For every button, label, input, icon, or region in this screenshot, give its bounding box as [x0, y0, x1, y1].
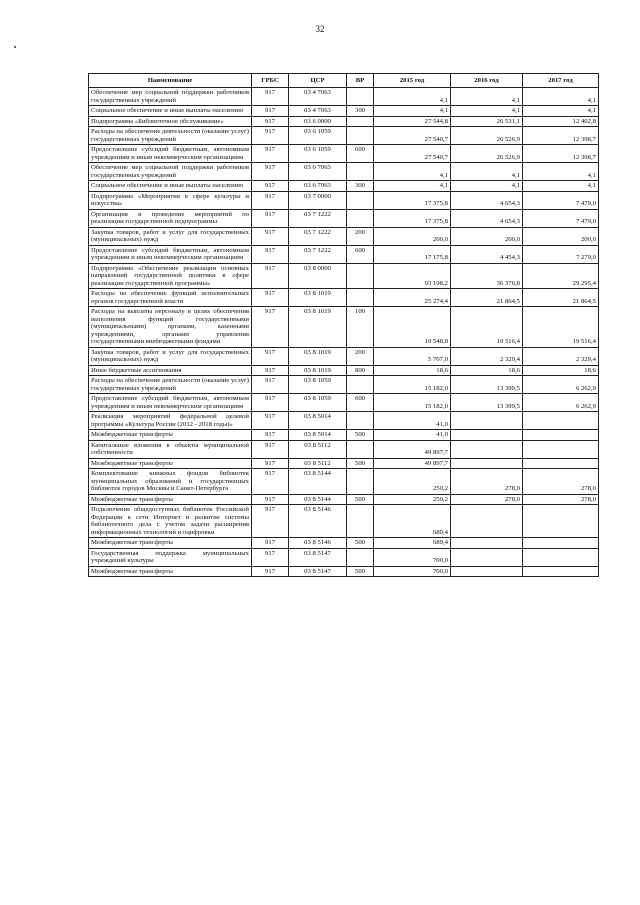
header-2015: 2015 год	[374, 74, 451, 88]
cell-grbs: 917	[252, 106, 289, 117]
cell-2017: 4,1	[523, 163, 599, 181]
cell-grbs: 917	[252, 209, 289, 227]
cell-csr: 03 6 0000	[289, 116, 347, 127]
cell-name: Расходы на выплаты персоналу в целях обеспечения выполнения функций государственными (муниципальными) органами, казенными учреждениями, органами управления государственными внебюджетными фондами	[89, 307, 252, 348]
cell-2016: 26 531,1	[451, 116, 523, 127]
cell-grbs: 917	[252, 412, 289, 430]
cell-csr: 03 8 5146	[289, 505, 347, 538]
cell-2015: 27 540,7	[374, 127, 451, 145]
cell-2016	[451, 440, 523, 458]
cell-2017: 4,1	[523, 181, 599, 192]
cell-grbs: 917	[252, 365, 289, 376]
cell-grbs: 917	[252, 127, 289, 145]
cell-2016	[451, 548, 523, 566]
cell-2015: 17 375,8	[374, 209, 451, 227]
table-row	[89, 469, 599, 495]
table-row	[89, 394, 599, 412]
cell-2016: 26 526,9	[451, 145, 523, 163]
table-row	[89, 347, 599, 365]
cell-grbs: 917	[252, 191, 289, 209]
cell-vr	[347, 469, 374, 495]
cell-2016: 18,6	[451, 365, 523, 376]
cell-grbs: 917	[252, 145, 289, 163]
cell-grbs: 917	[252, 440, 289, 458]
table-row	[89, 505, 599, 538]
cell-2016: 26 526,9	[451, 127, 523, 145]
table-row	[89, 245, 599, 263]
cell-csr: 03 6 7063	[289, 181, 347, 192]
cell-vr	[347, 412, 374, 430]
cell-name: Обеспечение мер социальной поддержки работников государственных учреждений	[89, 163, 252, 181]
cell-2017: 19 516,4	[523, 307, 599, 348]
cell-name: Межбюджетные трансферты	[89, 458, 252, 469]
cell-csr: 03 8 5146	[289, 538, 347, 549]
cell-name: Иные бюджетные ассигнования	[89, 365, 252, 376]
cell-csr: 03 8 5014	[289, 430, 347, 441]
cell-2015: 700,0	[374, 548, 451, 566]
cell-vr: 600	[347, 145, 374, 163]
cell-csr: 03 8 1019	[289, 347, 347, 365]
cell-vr	[347, 263, 374, 289]
cell-csr: 03 6 1059	[289, 145, 347, 163]
cell-csr: 03 7 0000	[289, 191, 347, 209]
scan-speck	[14, 46, 16, 48]
cell-2015: 689,4	[374, 538, 451, 549]
cell-2015: 4,1	[374, 88, 451, 106]
cell-2017	[523, 538, 599, 549]
cell-name: Расходы на обеспечение деятельности (оказание услуг) государственных учреждений	[89, 127, 252, 145]
cell-vr	[347, 116, 374, 127]
cell-2015: 689,4	[374, 505, 451, 538]
cell-vr	[347, 191, 374, 209]
cell-2015: 17 375,8	[374, 191, 451, 209]
cell-vr	[347, 289, 374, 307]
cell-2016: 13 399,5	[451, 376, 523, 394]
cell-name: Государственная поддержка муниципальных учреждений культуры	[89, 548, 252, 566]
cell-grbs: 917	[252, 227, 289, 245]
cell-grbs: 917	[252, 289, 289, 307]
table-row	[89, 548, 599, 566]
table-row	[89, 430, 599, 441]
table-row	[89, 458, 599, 469]
cell-2017: 2 329,4	[523, 347, 599, 365]
cell-name: Подпрограмма «Обеспечение реализации основных направлений государственной политики в сфере реализации государственной программы»	[89, 263, 252, 289]
cell-2016: 4 654,3	[451, 209, 523, 227]
cell-2016	[451, 430, 523, 441]
cell-2017	[523, 566, 599, 577]
cell-name: Предоставление субсидий бюджетным, автономным учреждениям и иным некоммерческим организациям	[89, 245, 252, 263]
table-row	[89, 163, 599, 181]
cell-grbs: 917	[252, 347, 289, 365]
cell-2016: 13 399,5	[451, 394, 523, 412]
table-row	[89, 127, 599, 145]
cell-csr: 03 8 1059	[289, 394, 347, 412]
cell-2017: 278,0	[523, 469, 599, 495]
cell-grbs: 917	[252, 181, 289, 192]
cell-2017	[523, 430, 599, 441]
cell-2015: 18,6	[374, 365, 451, 376]
table-row	[89, 376, 599, 394]
cell-vr	[347, 440, 374, 458]
cell-grbs: 917	[252, 376, 289, 394]
header-grbs: ГРБС	[252, 74, 289, 88]
cell-grbs: 917	[252, 538, 289, 549]
cell-vr: 300	[347, 106, 374, 117]
cell-vr	[347, 209, 374, 227]
cell-2016	[451, 566, 523, 577]
cell-grbs: 917	[252, 163, 289, 181]
table-row	[89, 145, 599, 163]
cell-vr: 600	[347, 394, 374, 412]
cell-csr: 03 8 5144	[289, 469, 347, 495]
cell-2017: 7 279,0	[523, 245, 599, 263]
cell-grbs: 917	[252, 263, 289, 289]
cell-vr: 500	[347, 494, 374, 505]
cell-2015: 27 540,7	[374, 145, 451, 163]
cell-2015: 700,0	[374, 566, 451, 577]
table-header-row	[89, 74, 599, 88]
cell-vr: 600	[347, 245, 374, 263]
header-name: Наименование	[89, 74, 252, 88]
table-row	[89, 227, 599, 245]
cell-2016: 278,0	[451, 469, 523, 495]
cell-2015: 17 175,8	[374, 245, 451, 263]
cell-2016: 4,1	[451, 163, 523, 181]
cell-csr: 03 8 5112	[289, 440, 347, 458]
cell-vr	[347, 127, 374, 145]
cell-name: Реализация мероприятий федеральной целевой программы «Культура России (2012 - 2018 годы)»	[89, 412, 252, 430]
cell-name: Обеспечение мер социальной поддержки работников государственных учреждений	[89, 88, 252, 106]
cell-2015: 41,0	[374, 430, 451, 441]
cell-name: Закупка товаров, работ и услуг для государственных (муниципальных) нужд	[89, 227, 252, 245]
cell-2017: 278,0	[523, 494, 599, 505]
table-row	[89, 263, 599, 289]
cell-vr	[347, 548, 374, 566]
cell-grbs: 917	[252, 88, 289, 106]
cell-csr: 03 4 7063	[289, 88, 347, 106]
cell-2016: 21 864,5	[451, 289, 523, 307]
cell-2017: 12 398,7	[523, 127, 599, 145]
cell-2017	[523, 440, 599, 458]
cell-csr: 03 8 1059	[289, 376, 347, 394]
cell-2016: 4 454,3	[451, 245, 523, 263]
cell-csr: 03 8 5147	[289, 566, 347, 577]
cell-2016: 4 654,3	[451, 191, 523, 209]
cell-csr: 03 8 5147	[289, 548, 347, 566]
cell-vr: 200	[347, 347, 374, 365]
cell-csr: 03 6 1059	[289, 127, 347, 145]
cell-grbs: 917	[252, 458, 289, 469]
cell-2015: 41,0	[374, 412, 451, 430]
cell-2017: 21 864,5	[523, 289, 599, 307]
cell-csr: 03 7 1222	[289, 227, 347, 245]
cell-2017	[523, 458, 599, 469]
cell-2016: 278,0	[451, 494, 523, 505]
budget-table	[88, 73, 599, 577]
cell-2015: 4,1	[374, 106, 451, 117]
cell-vr	[347, 163, 374, 181]
cell-2016	[451, 412, 523, 430]
cell-vr: 500	[347, 538, 374, 549]
cell-2017: 12 402,8	[523, 116, 599, 127]
cell-name: Закупка товаров, работ и услуг для государственных (муниципальных) нужд	[89, 347, 252, 365]
cell-vr: 200	[347, 227, 374, 245]
cell-2016: 2 329,4	[451, 347, 523, 365]
cell-2015: 4,1	[374, 163, 451, 181]
cell-2015: 15 182,0	[374, 376, 451, 394]
cell-vr	[347, 505, 374, 538]
table-row	[89, 412, 599, 430]
table-row	[89, 566, 599, 577]
cell-2017: 18,6	[523, 365, 599, 376]
cell-csr: 03 8 0000	[289, 263, 347, 289]
cell-2015: 25 274,4	[374, 289, 451, 307]
table-row	[89, 209, 599, 227]
cell-csr: 03 7 1222	[289, 245, 347, 263]
cell-2017	[523, 412, 599, 430]
header-2016: 2016 год	[451, 74, 523, 88]
cell-vr: 800	[347, 365, 374, 376]
cell-csr: 03 8 5014	[289, 412, 347, 430]
cell-2015: 49 897,7	[374, 440, 451, 458]
header-2017: 2017 год	[523, 74, 599, 88]
cell-csr: 03 4 7063	[289, 106, 347, 117]
cell-vr: 100	[347, 307, 374, 348]
cell-name: Межбюджетные трансферты	[89, 430, 252, 441]
cell-grbs: 917	[252, 307, 289, 348]
cell-csr: 03 8 1019	[289, 365, 347, 376]
cell-vr: 500	[347, 566, 374, 577]
cell-grbs: 917	[252, 430, 289, 441]
cell-name: Межбюджетные трансферты	[89, 494, 252, 505]
cell-2016: 4,1	[451, 106, 523, 117]
cell-name: Подключение общедоступных библиотек Российской Федерации к сети Интернет и развитие системы библиотечного дела с учетом задачи расширения информационных технологий и оцифровки	[89, 505, 252, 538]
cell-2015: 19 548,8	[374, 307, 451, 348]
table-row	[89, 88, 599, 106]
cell-csr: 03 8 1019	[289, 307, 347, 348]
cell-name: Капитальные вложения в объекты муниципальной собственности	[89, 440, 252, 458]
cell-2017: 4,1	[523, 88, 599, 106]
cell-vr: 300	[347, 181, 374, 192]
cell-2015: 4,1	[374, 181, 451, 192]
cell-2017: 12 398,7	[523, 145, 599, 163]
cell-2017: 6 262,9	[523, 394, 599, 412]
cell-2017: 7 479,0	[523, 191, 599, 209]
cell-name: Подпрограмма «Библиотечное обслуживание»	[89, 116, 252, 127]
table-row	[89, 307, 599, 348]
cell-2015: 250,2	[374, 494, 451, 505]
cell-name: Подпрограмма «Мероприятия в сфере культуры и искусства»	[89, 191, 252, 209]
cell-name: Расходы на обеспечение деятельности (оказание услуг) государственных учреждений	[89, 376, 252, 394]
cell-grbs: 917	[252, 469, 289, 495]
table-row	[89, 365, 599, 376]
cell-name: Расходы на обеспечение функций исполнительных органов государственной власти	[89, 289, 252, 307]
cell-2015: 5 707,0	[374, 347, 451, 365]
table-row	[89, 289, 599, 307]
cell-2017	[523, 548, 599, 566]
cell-2016	[451, 505, 523, 538]
table-row	[89, 106, 599, 117]
table-row	[89, 440, 599, 458]
cell-2017: 4,1	[523, 106, 599, 117]
cell-name: Предоставление субсидий бюджетным, автономным учреждениям и иным некоммерческим организациям	[89, 394, 252, 412]
cell-2016: 4,1	[451, 88, 523, 106]
cell-2015: 49 897,7	[374, 458, 451, 469]
cell-vr: 500	[347, 458, 374, 469]
cell-vr	[347, 88, 374, 106]
cell-name: Предоставление субсидий бюджетным, автономным учреждениям и иным некоммерческим организациям	[89, 145, 252, 163]
cell-csr: 03 6 7063	[289, 163, 347, 181]
cell-grbs: 917	[252, 505, 289, 538]
cell-2016	[451, 538, 523, 549]
cell-2016: 200,0	[451, 227, 523, 245]
header-csr: ЦСР	[289, 74, 347, 88]
cell-2016	[451, 458, 523, 469]
cell-csr: 03 8 5144	[289, 494, 347, 505]
cell-csr: 03 8 1019	[289, 289, 347, 307]
cell-grbs: 917	[252, 566, 289, 577]
cell-2017	[523, 505, 599, 538]
cell-grbs: 917	[252, 548, 289, 566]
cell-2017: 200,0	[523, 227, 599, 245]
cell-2017: 7 479,0	[523, 209, 599, 227]
cell-name: Социальное обеспечение и иные выплаты населению	[89, 181, 252, 192]
cell-2015: 250,2	[374, 469, 451, 495]
cell-2015: 200,0	[374, 227, 451, 245]
cell-name: Организация и проведение мероприятий по реализации государственной подпрограммы	[89, 209, 252, 227]
cell-2015: 27 544,8	[374, 116, 451, 127]
cell-2016: 36 376,8	[451, 263, 523, 289]
cell-grbs: 917	[252, 394, 289, 412]
cell-2016: 19 516,4	[451, 307, 523, 348]
cell-grbs: 917	[252, 116, 289, 127]
cell-2015: 15 182,0	[374, 394, 451, 412]
table-row	[89, 116, 599, 127]
cell-vr: 500	[347, 430, 374, 441]
cell-2017: 6 262,9	[523, 376, 599, 394]
table-row	[89, 538, 599, 549]
header-vr: ВР	[347, 74, 374, 88]
cell-grbs: 917	[252, 245, 289, 263]
cell-name: Комплектование книжных фондов библиотек муниципальных образований и государственных библиотек городов Москвы и Санкт-Петербурга	[89, 469, 252, 495]
cell-2016: 4,1	[451, 181, 523, 192]
cell-grbs: 917	[252, 494, 289, 505]
cell-name: Межбюджетные трансферты	[89, 538, 252, 549]
cell-csr: 03 8 5112	[289, 458, 347, 469]
cell-vr	[347, 376, 374, 394]
table-row	[89, 494, 599, 505]
cell-name: Социальное обеспечение и иные выплаты населению	[89, 106, 252, 117]
table-row	[89, 181, 599, 192]
table-row	[89, 191, 599, 209]
cell-name: Межбюджетные трансферты	[89, 566, 252, 577]
page-number: 32	[315, 24, 325, 34]
cell-csr: 03 7 1222	[289, 209, 347, 227]
cell-2017: 29 295,4	[523, 263, 599, 289]
cell-2015: 93 198,2	[374, 263, 451, 289]
